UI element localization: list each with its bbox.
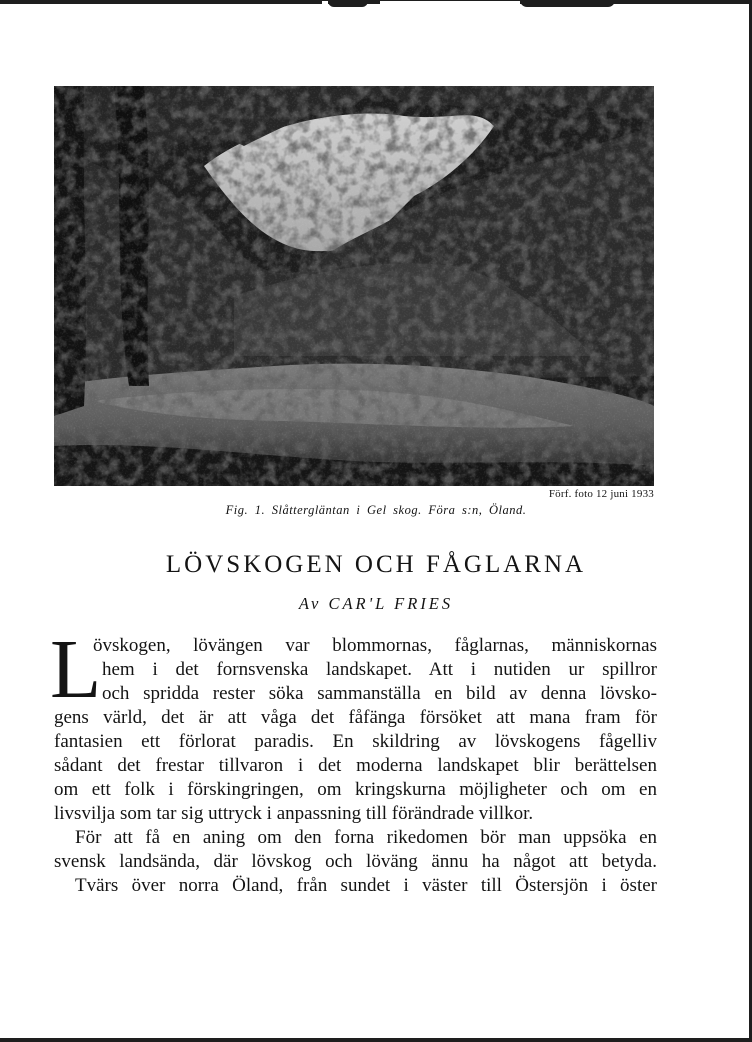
body-line: sådant det frestar tillvaron i det moderna landskapet blir berättelsen xyxy=(54,755,657,776)
article-title: LÖVSKOGEN OCH FÅGLARNA xyxy=(165,551,587,578)
body-line: livsvilja som tar sig uttryck i anpassning till förändrade villkor. xyxy=(54,803,534,824)
figure-number: Fig. 1. xyxy=(225,503,266,517)
photo-credit: Förf. foto 12 juni 1933 xyxy=(548,488,654,500)
body-line: För att få en aning om den forna rikedomen bör man uppsöka en xyxy=(75,827,657,848)
body-line: svensk landsända, där lövskog och löväng ännu ha något att betyda. xyxy=(54,851,657,872)
body-line: gens värld, det är att våga det fåfänga försöket att mana fram för xyxy=(54,707,657,728)
article-byline: Av CAR'L FRIES xyxy=(298,594,454,613)
body-line: och spridda rester söka sammanställa en bild av denna lövsko- xyxy=(102,683,657,704)
body-line: övskogen, lövängen var blommornas, fåglarnas, människornas xyxy=(93,635,657,656)
meadow-photograph xyxy=(54,86,654,486)
figure-caption-text: Slåttergläntan i Gel skog. Föra s:n, Öland. xyxy=(271,503,527,517)
drop-cap: L xyxy=(50,623,102,716)
scan-edge-top xyxy=(0,0,752,4)
figure-caption xyxy=(0,503,752,518)
body-line: fantasien ett förlorat paradis. En skildring av lövskogens fågelliv xyxy=(54,731,657,752)
body-line: om ett folk i förskingringen, om kringskurna möjligheter och om en xyxy=(54,779,657,800)
body-line: Tvärs över norra Öland, från sundet i väster till Östersjön i öster xyxy=(75,875,657,896)
body-line: hem i det fornsvenska landskapet. Att i nutiden ur spillror xyxy=(102,659,657,680)
scan-edge-bottom xyxy=(0,1038,752,1042)
